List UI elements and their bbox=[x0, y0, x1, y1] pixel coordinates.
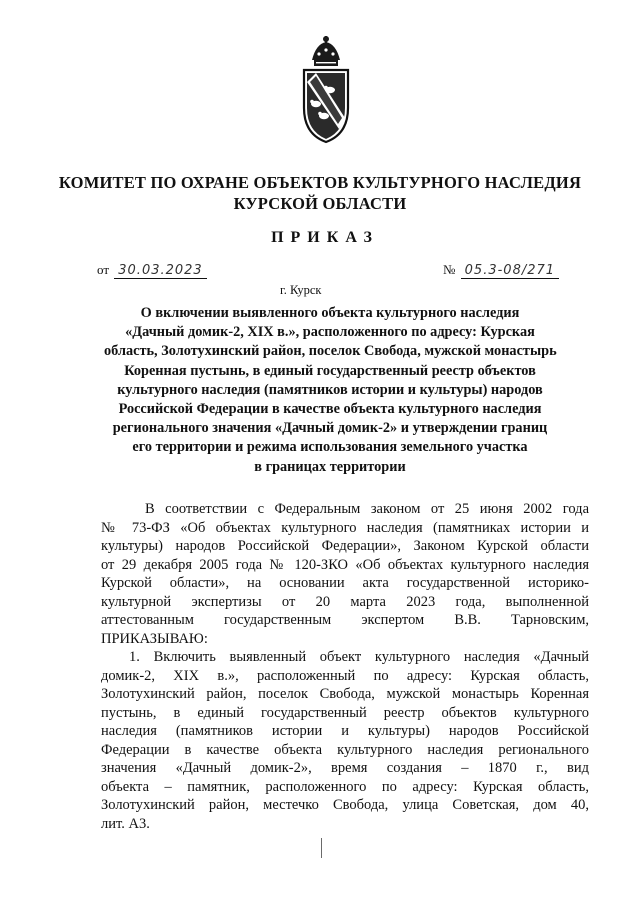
body-line: культуры) народов Российской Федерации», Законом Курской области bbox=[101, 538, 589, 554]
number-prefix: № bbox=[443, 262, 456, 277]
body-line: Золотухинский район, поселок Свобода, мужской монастырь Коренная bbox=[101, 686, 589, 702]
body-line: Золотухинский район, местечко Свобода, улица Советская, дом 40, bbox=[101, 797, 589, 813]
body-line: лит. А3. bbox=[101, 815, 150, 832]
body-line: культурной экспертизы от 20 марта 2023 года, выполненной bbox=[101, 593, 589, 610]
title-line: в границах территории bbox=[254, 458, 406, 475]
order-date bbox=[97, 262, 207, 279]
title-line: Российской Федерации в качестве объекта культурного наследия bbox=[118, 401, 542, 418]
title-line: область, Золотухинский район, поселок Свобода, мужской монастырь bbox=[104, 343, 557, 360]
title-line: «Дачный домик-2, XIX в.», расположенного по адресу: Курская bbox=[125, 324, 535, 341]
title-line: Коренная пустынь, в единый государственный реестр объектов bbox=[124, 362, 536, 379]
date-prefix: от bbox=[97, 262, 110, 277]
body-line: Федерации в качестве объекта культурного наследия регионального bbox=[101, 741, 589, 758]
body-line: значения «Дачный домик-2», время создания – 1870 г., вид bbox=[101, 760, 589, 776]
body-line: В соответствии с Федеральным законом от 25 июня 2002 года bbox=[145, 501, 589, 517]
title-line: регионального значения «Дачный домик-2» и утверждении границ bbox=[112, 420, 548, 437]
committee-name bbox=[40, 172, 600, 214]
order-number bbox=[443, 262, 559, 279]
title-line: его территории и режима использования земельного участка bbox=[132, 439, 528, 456]
body-line: аттестованным государственным экспертом В.В. Тарновским, bbox=[101, 612, 589, 628]
body-line: Курской области», на основании акта государственной историко- bbox=[101, 575, 589, 591]
kursk-coat-of-arms-icon bbox=[294, 36, 358, 144]
title-line: О включении выявленного объекта культурного наследия bbox=[140, 305, 520, 321]
body-line: № 73-ФЗ «Об объектах культурного наследия (памятниках истории и bbox=[101, 519, 589, 536]
order-title bbox=[104, 304, 556, 477]
body-line: домик-2, XIX в.», расположенный по адресу: Курская область, bbox=[101, 667, 589, 684]
order-body bbox=[101, 500, 589, 833]
body-line: от 29 декабря 2005 года № 120-ЗКО «Об объектах культурного наследия bbox=[101, 556, 589, 573]
body-line: наследия (памятников истории и культуры) народов Российской bbox=[101, 723, 589, 739]
document-type: ПРИКАЗ bbox=[271, 229, 379, 246]
date-value: 30.03.2023 bbox=[114, 263, 206, 279]
body-line: 1. Включить выявленный объект культурного наследия «Дачный bbox=[129, 649, 589, 665]
committee-name-line: КОМИТЕТ ПО ОХРАНЕ ОБЪЕКТОВ КУЛЬТУРНОГО НАСЛЕДИЯ bbox=[58, 173, 582, 192]
title-line: культурного наследия (памятников истории и культуры) народов bbox=[117, 381, 543, 398]
scan-mark bbox=[321, 838, 322, 858]
order-directive: ПРИКАЗЫВАЮ: bbox=[101, 630, 208, 647]
body-line: объекта – памятник, расположенного по адресу: Курская область, bbox=[101, 778, 589, 795]
body-line: пустынь, в единый государственный реестр объектов культурного bbox=[101, 704, 589, 721]
issue-city: г. Курск bbox=[280, 283, 322, 297]
committee-name-line: КУРСКОЙ ОБЛАСТИ bbox=[233, 194, 407, 213]
number-value: 05.3-08/271 bbox=[461, 263, 559, 279]
